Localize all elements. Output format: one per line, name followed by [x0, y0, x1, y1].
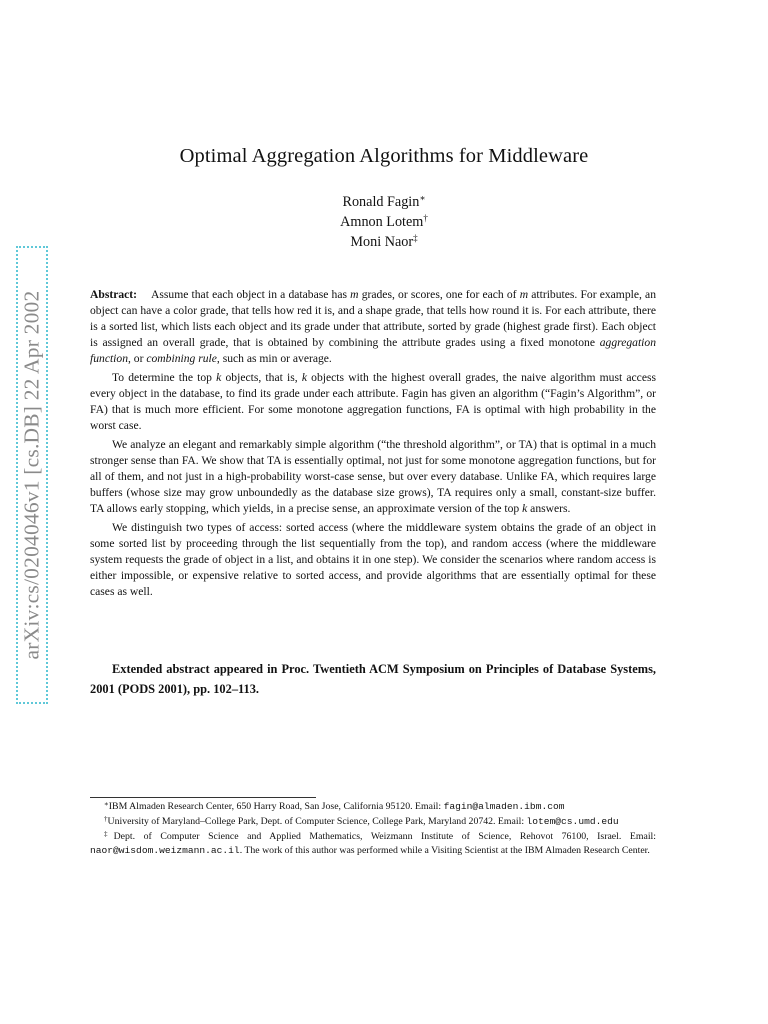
abstract-paragraph-4: We distinguish two types of access: sorted access (where the middleware system obtains the grade of an object in some sorted list by proceeding through the list sequentially from the top), and random access (where the middleware system requests the grade of object in a list, and obtains it in one step). We consider the scenarios where random access is either impossible, or expensive relative to sorted access, and provide algorithms that are essentially optimal for these cases as well.	[90, 520, 656, 599]
abstract-paragraph-2: To determine the top k objects, that is, k objects with the highest overall grades, the naive algorithm must access every object in the database, to find its grade under each attribute. Fagin has given an algorithm (“Fagin’s Algorithm”, or FA) that is much more efficient. For some monotone aggregation functions, FA is optimal with high probability in the worst case.	[90, 370, 656, 433]
abstract-label: Abstract:	[90, 288, 138, 301]
author-list	[0, 192, 768, 252]
term-combining-rule: combining rule	[146, 352, 217, 366]
abstract-paragraph-3: We analyze an elegant and remarkably simple algorithm (“the threshold algorithm”, or TA) that is optimal in a much stronger sense than FA. We show that TA is essentially optimal, not just for some monotone aggregation functions, but for all of them, and not just in a high-probability worst-case sense, but over every database. Unlike FA, which requires large buffers (whose size may grow unboundedly as the database size grows), TA requires only a small, constant-size buffer. TA allows early stopping, which yields, in a precise sense, an approximate version of the top k answers.	[90, 437, 656, 516]
email-naor: naor@wisdom.weizmann.ac.il	[90, 845, 240, 857]
term-aggregation-function: aggregation function	[90, 336, 656, 366]
footnote-fagin: ∗IBM Almaden Research Center, 650 Harry Road, San Jose, California 95120. Email: fagin@almaden.ibm.com	[104, 800, 565, 812]
author-fagin: Ronald Fagin∗	[342, 193, 426, 210]
author-lotem-mark: †	[423, 213, 428, 223]
footnote-naor: ‡Dept. of Computer Science and Applied Mathematics, Weizmann Institute of Science, Rehovot 76100, Israel. Email: naor@wisdom.weizmann.ac.il. The work of this author was performed while a Visiting Scientist at the IBM Almaden Research Center.	[90, 830, 657, 857]
paper-title: Optimal Aggregation Algorithms for Middleware	[179, 145, 589, 167]
email-fagin: fagin@almaden.ibm.com	[443, 801, 565, 812]
footnote-lotem: †University of Maryland–College Park, Dept. of Computer Science, College Park, Maryland 20742. Email: lotem@cs.umd.edu	[104, 815, 619, 828]
email-lotem: lotem@cs.umd.edu	[526, 816, 619, 828]
abstract	[90, 287, 656, 600]
arxiv-identifier-stamp	[16, 246, 48, 704]
author-naor-mark: ‡	[413, 233, 418, 243]
abstract-paragraph-1: Abstract: Assume that each object in a database has m grades, or scores, one for each of m attributes. For example, an object can have a color grade, that tells how red it is, and a shape grade, that tells how round it is. For each attribute, there is a sorted list, which lists each object and its grade under that attribute, sorted by grade (highest grade first). Each object is assigned an overall grade, that is obtained by combining the attribute grades using a fixed monotone aggregation function, or combining rule, such as min or average.	[90, 288, 656, 366]
author-fagin-mark: ∗	[419, 193, 426, 203]
author-lotem: Amnon Lotem†	[340, 213, 428, 230]
footnote-divider	[90, 797, 316, 798]
footnotes	[90, 800, 656, 858]
author-naor: Moni Naor‡	[350, 233, 418, 250]
arxiv-identifier-text: arXiv:cs/0204046v1 [cs.DB] 22 Apr 2002	[19, 290, 44, 660]
extended-abstract-note: Extended abstract appeared in Proc. Twentieth ACM Symposium on Principles of Database Systems, 2001 (PODS 2001), pp. 102–113.	[90, 662, 656, 696]
